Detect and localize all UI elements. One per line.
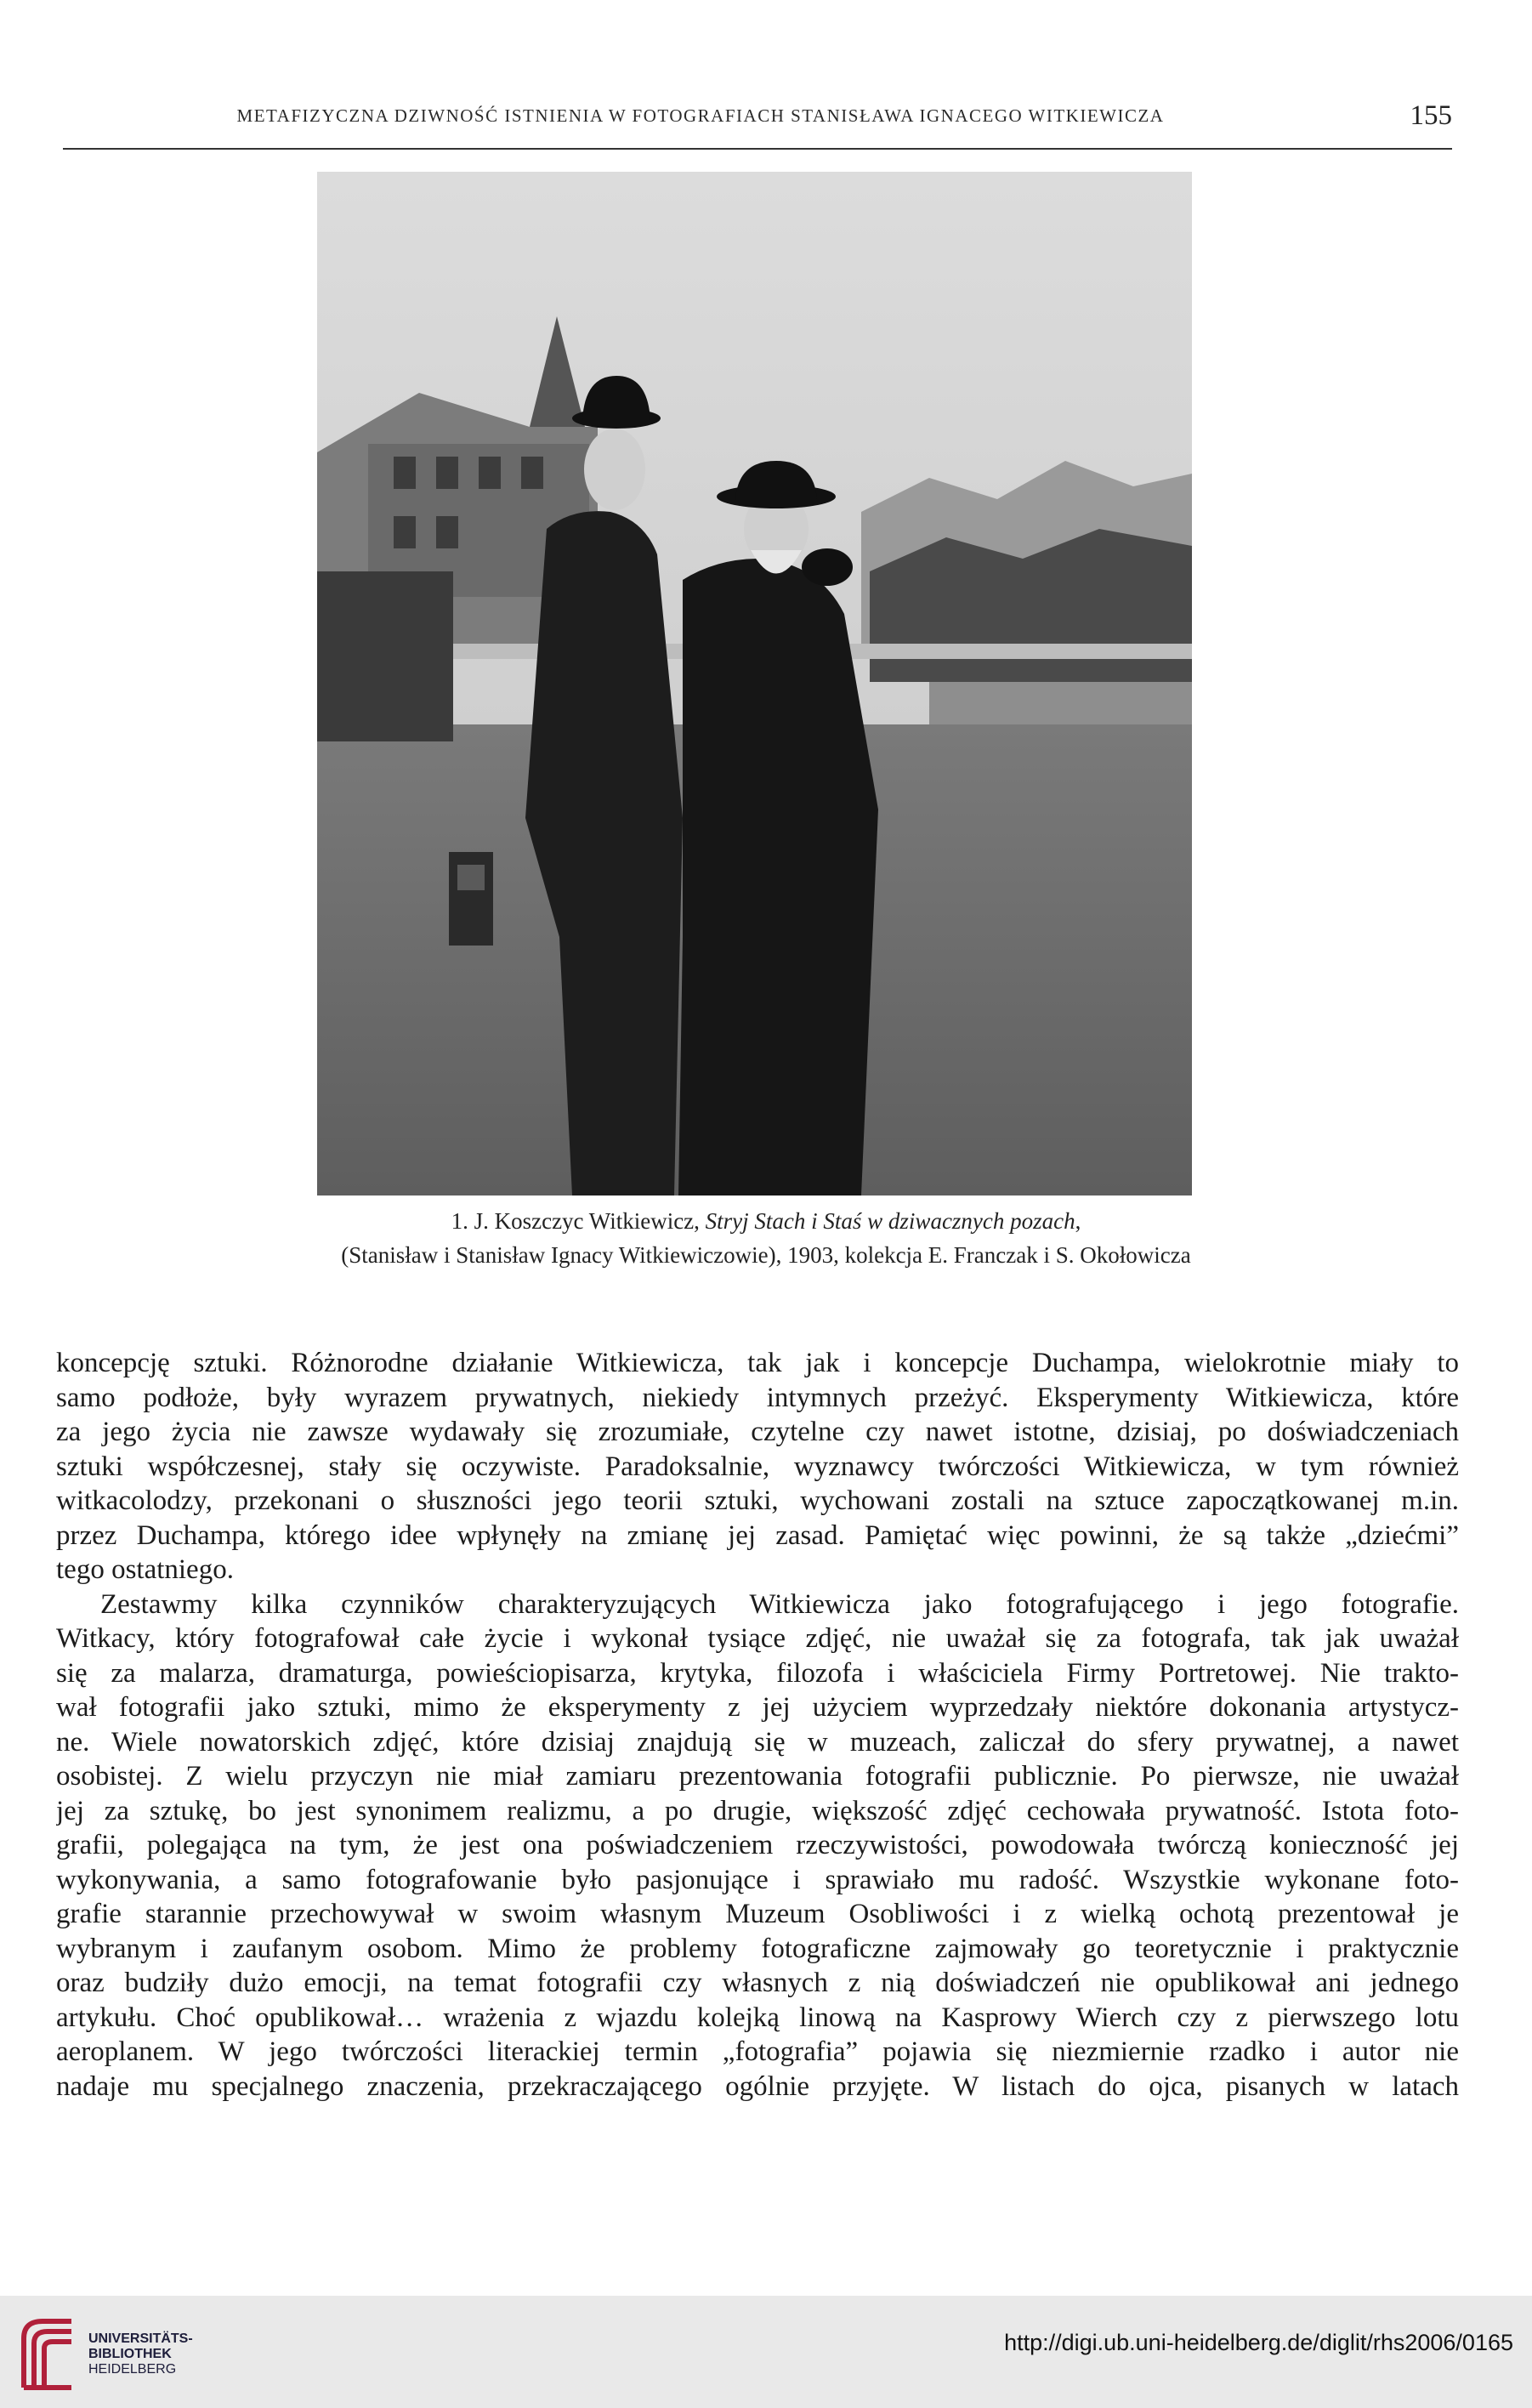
body-line: ne. Wiele nowatorskich zdjęć, które dzisiaj znajdują się w muzeach, zaliczał do sfery prywatnej, a nawet <box>56 1726 1459 1758</box>
body-line: grafie starannie przechowywał w swoim własnym Muzeum Osobliwości i z wielką ochotą prezentował je <box>56 1899 1459 1929</box>
caption-line-2: (Stanisław i Stanisław Ignacy Witkiewiczowie), 1903, kolekcja E. Franczak i S. Okołowicza <box>341 1242 1191 1268</box>
photograph-illustration <box>317 172 1192 1195</box>
library-logo-icon <box>17 2313 82 2394</box>
caption-artwork-title: Stryj Stach i Staś w dziwacznych pozach <box>705 1208 1075 1234</box>
running-title: METAFIZYCZNA DZIWNOŚĆ ISTNIENIA W FOTOGRAFIACH STANISŁAWA IGNACEGO WITKIEWICZA <box>236 105 1165 126</box>
caption-line-1 <box>170 1204 1362 1238</box>
body-line: koncepcję sztuki. Różnorodne działanie Witkiewicza, tak jak i koncepcje Duchampa, wielokrotnie miały to <box>56 1348 1459 1378</box>
body-line: artykułu. Choć opublikował… wrażenia z wjazdu kolejką linową na Kasprowy Wierch czy z pierwszego lotu <box>56 2002 1459 2033</box>
page-number: 155 <box>1410 100 1452 131</box>
library-name <box>88 2331 193 2377</box>
body-line: wybranym i zaufanym osobom. Mimo że problemy fotograficzne zajmowały go teoretycznie i praktycznie <box>56 1933 1459 1964</box>
page-header <box>63 94 1452 150</box>
caption-suffix: , <box>1075 1208 1081 1234</box>
body-line: tego ostatniego. <box>56 1554 234 1585</box>
body-line: oraz budziły dużo emocji, na temat fotografii czy własnych z nią doświadczeń nie opublikował ani jednego <box>56 1968 1459 1998</box>
body-text <box>56 1346 1459 2104</box>
body-line: się za malarza, dramaturga, powieściopisarza, krytyka, filozofa i właściciela Firmy Portretowej. Nie trakto- <box>56 1657 1459 1689</box>
caption-prefix: 1. J. Koszczyc Witkiewicz, <box>451 1208 706 1234</box>
body-line: za jego życia nie zawsze wydawały się zrozumiałe, czytelne czy nawet istotne, dzisiaj, po doświadczeniach <box>56 1417 1459 1447</box>
library-name-line: BIBLIOTHEK <box>88 2347 172 2361</box>
body-line: Zestawmy kilka czynników charakteryzujących Witkiewicza jako fotografującego i jego fotografie. <box>100 1588 1459 1620</box>
body-line: osobistej. Z wielu przyczyn nie miał zamiaru prezentowania fotografii publicznie. Po pierwsze, nie uważał <box>56 1761 1459 1792</box>
permalink-url[interactable]: http://digi.ub.uni-heidelberg.de/diglit/rhs2006/0165 <box>1004 2330 1513 2355</box>
body-line: Witkacy, który fotografował całe życie i wykonał tysiące zdjęć, nie uważał się za fotografa, tak jak uważał <box>56 1623 1459 1654</box>
figure-photograph <box>317 172 1192 1195</box>
figure-caption <box>170 1204 1362 1272</box>
body-line: nadaje mu specjalnego znaczenia, przekraczającego ogólnie przyjęte. W listach do ojca, pisanych w latach <box>56 2070 1459 2102</box>
body-line: grafii, polegająca na tym, że jest ona poświadczeniem rzeczywistości, powodowała twórczą konieczność jej <box>56 1830 1459 1860</box>
body-line: przez Duchampa, którego idee wpłynęły na zmianę jej zasad. Pamiętać więc powinni, że są także „dziećmi” <box>56 1519 1459 1551</box>
body-line: jej za sztukę, bo jest synonimem realizmu, a po drugie, większość zdjęć cechowała prywatność. Istota foto- <box>56 1795 1459 1826</box>
library-name-line: HEIDELBERG <box>88 2362 177 2377</box>
library-name-line: UNIVERSITÄTS- <box>88 2331 193 2346</box>
body-line: samo podłoże, były wyrazem prywatnych, niekiedy intymnych przeżyć. Eksperymenty Witkiewicza, które <box>56 1382 1459 1413</box>
body-line: wał fotografii jako sztuki, mimo że eksperymenty z jej użyciem wyprzedzały niektóre dokonania artystycz- <box>56 1692 1459 1723</box>
body-line: aeroplanem. W jego twórczości literackiej termin „fotografia” pojawia się niezmiernie rzadko i autor nie <box>56 2036 1459 2067</box>
digitization-footer <box>0 2296 1532 2408</box>
body-line: sztuki współczesnej, stały się oczywiste. Paradoksalnie, wyznawcy twórczości Witkiewicza, w tym również <box>56 1451 1459 1482</box>
body-line: witkacolodzy, przekonani o słuszności jego teorii sztuki, wychowani zostali na sztuce zapoczątkowanej m.in. <box>56 1485 1459 1516</box>
body-line: wykonywania, a samo fotografowanie było pasjonujące i sprawiało mu radość. Wszystkie wykonane foto- <box>56 1864 1459 1895</box>
